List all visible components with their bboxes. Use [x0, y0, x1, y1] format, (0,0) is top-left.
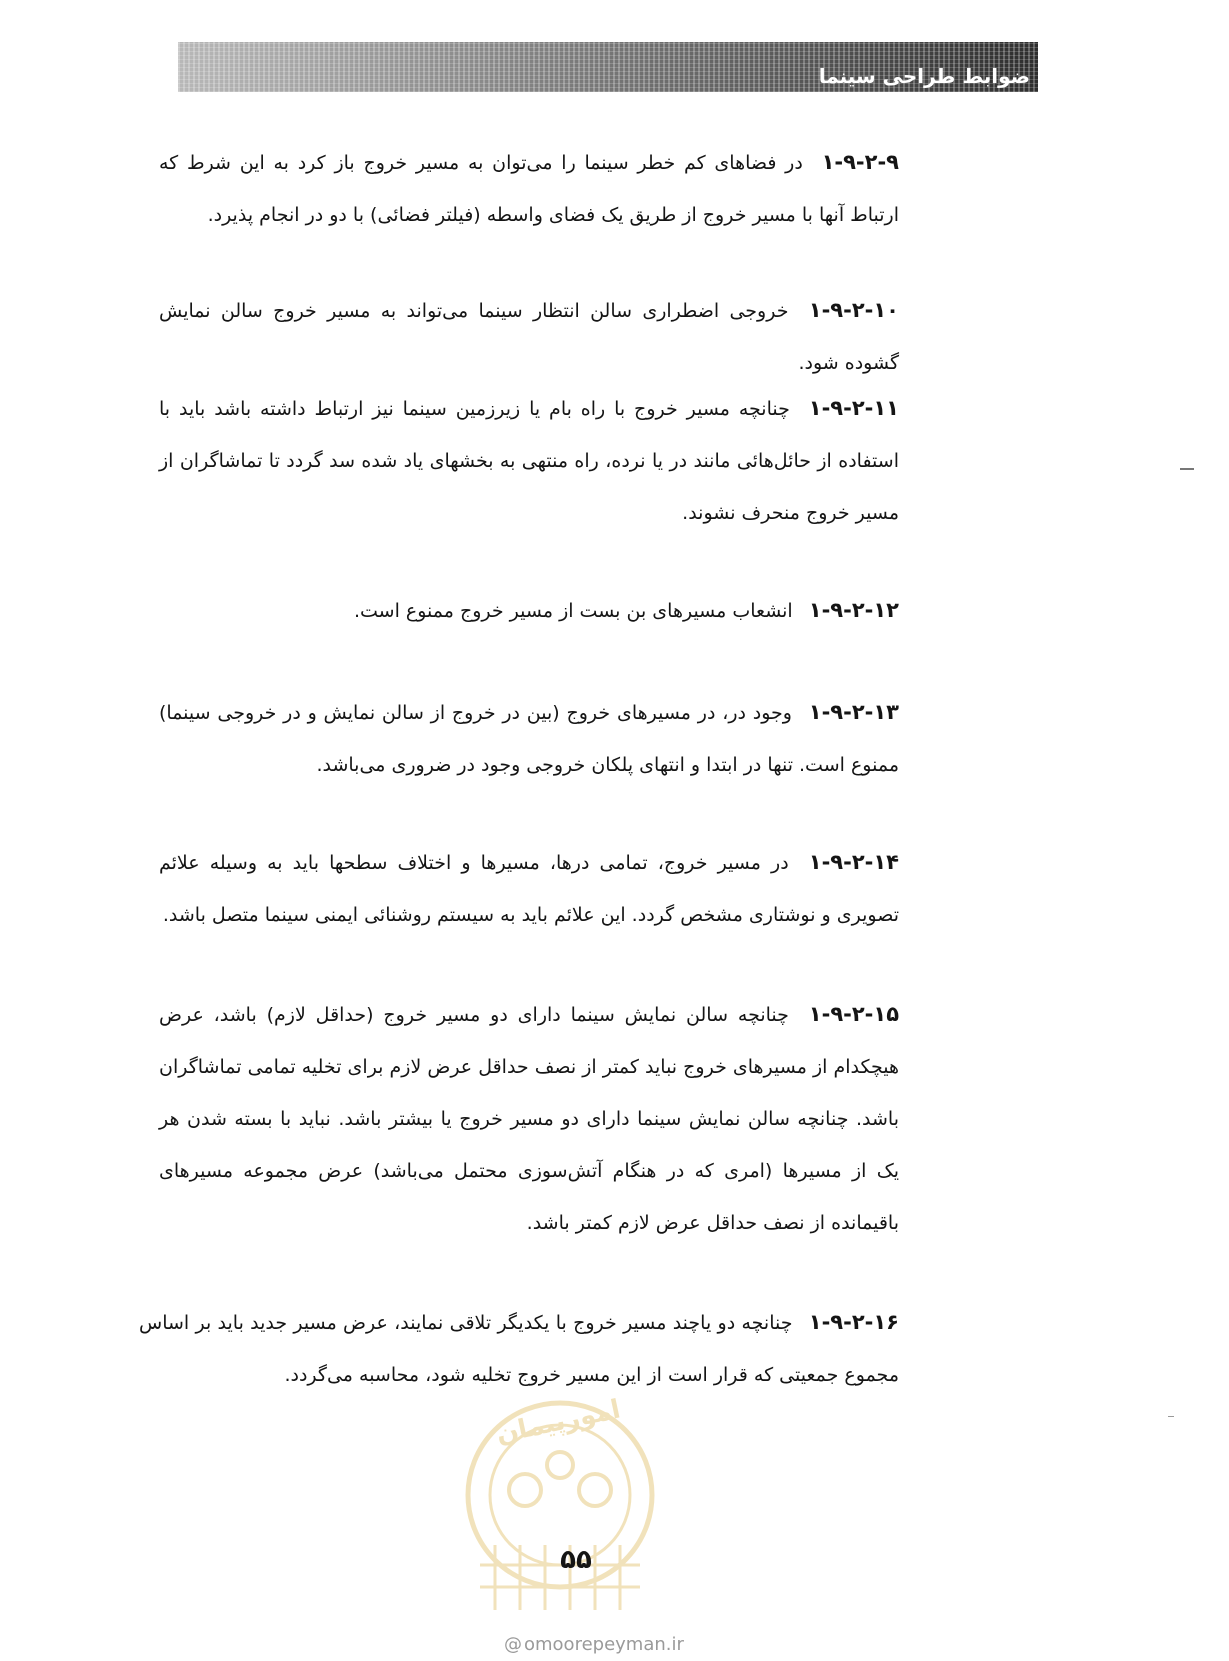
paragraph-number: ۱-۹-۲-۱۱ [808, 396, 899, 420]
paragraph-number: ۱-۹-۲-۱۳ [808, 700, 899, 724]
paragraph-text: چنانچه سالن نمایش سینما دارای دو مسیر خروج (حداقل لازم) باشد، عرض هیچکدام از مسیرهای خروج نباید کمتر از نصف حداقل عرض لازم برای تخلیه تمامی تماشاگران باشد. چنانچه سالن نمایش سینما دارای دو مسیر خروج یا بیشتر باشد. نباید با بسته شدن هر یک از مسیرها (امری که در هنگام آتش‌سوزی محتمل می‌باشد) عرض مجموعه مسیرهای باقیمانده از نصف حداقل عرض لازم کمتر باشد. [159, 1004, 899, 1234]
paragraph-number: ۱-۹-۲-۱۰ [808, 298, 899, 322]
paragraph-6 [159, 836, 899, 941]
paragraph-5 [159, 686, 899, 791]
paragraph-text: در مسیر خروج، تمامی درها، مسیرها و اختلاف سطحها باید به وسیله علائم تصویری و نوشتاری مشخص گردد. این علائم باید به سیستم روشنائی ایمنی سینما متصل باشد. [159, 852, 899, 926]
seal-text: امورپیمان [493, 1394, 624, 1450]
at-sign-icon: @ [504, 1634, 522, 1655]
paragraph-number: ۱-۹-۲-۱۲ [808, 598, 899, 622]
paragraph-text: خروجی اضطراری سالن انتظار سینما می‌تواند به مسیر خروج سالن نمایش گشوده شود. [159, 300, 899, 374]
paragraph-3 [159, 382, 899, 539]
header-title: ضوابط طراحی سینما [818, 64, 1030, 88]
paragraph-number: ۱-۹-۲-۱۴ [808, 850, 899, 874]
watermark-seal-icon [455, 1375, 665, 1625]
page-number: ۵۵ [560, 1545, 592, 1575]
paragraph-text: وجود در، در مسیرهای خروج (بین در خروج از سالن نمایش و در خروجی سینما) ممنوع است. تنها در ابتدا و انتهای پلکان خروجی وجود در ضروری می‌باشد. [159, 702, 899, 776]
paragraph-text: در فضاهای کم خطر سینما را می‌توان به مسیر خروج باز کرد به این شرط که ارتباط آنها با مسیر خروج از طریق یک فضای واسطه (فیلتر فضائی) با دو در انجام پذیرد. [159, 152, 899, 226]
watermark-text [504, 1634, 734, 1655]
paragraph-text: انشعاب مسیرهای بن بست از مسیر خروج ممنوع است. [353, 600, 793, 622]
paragraph-number: ۱-۹-۲-۱۶ [808, 1310, 899, 1334]
margin-mark [1168, 1416, 1174, 1417]
margin-mark [1180, 468, 1194, 470]
paragraph-7 [159, 988, 899, 1249]
paragraph-1 [159, 136, 899, 241]
paragraph-4 [159, 584, 899, 637]
paragraph-number: ۱-۹-۲-۱۵ [808, 1002, 900, 1026]
paragraph-2 [159, 284, 899, 389]
header-band [178, 42, 1038, 92]
watermark-site: omoorepeyman.ir [524, 1634, 684, 1655]
paragraph-text: چنانچه مسیر خروج با راه بام یا زیرزمین سینما نیز ارتباط داشته باشد باید با استفاده از حائل‌هائی مانند در یا نرده، راه منتهی به بخشهای یاد شده سد گردد تا تماشاگران از مسیر خروج منحرف نشوند. [159, 398, 899, 524]
paragraph-text: چنانچه دو یاچند مسیر خروج با یکدیگر تلاقی نمایند، عرض مسیر جدید باید بر اساس مجموع جمعیتی که قرار است از این مسیر خروج تخلیه شود، محاسبه می‌گردد. [139, 1312, 899, 1386]
paragraph-number: ۱-۹-۲-۹ [821, 150, 899, 174]
